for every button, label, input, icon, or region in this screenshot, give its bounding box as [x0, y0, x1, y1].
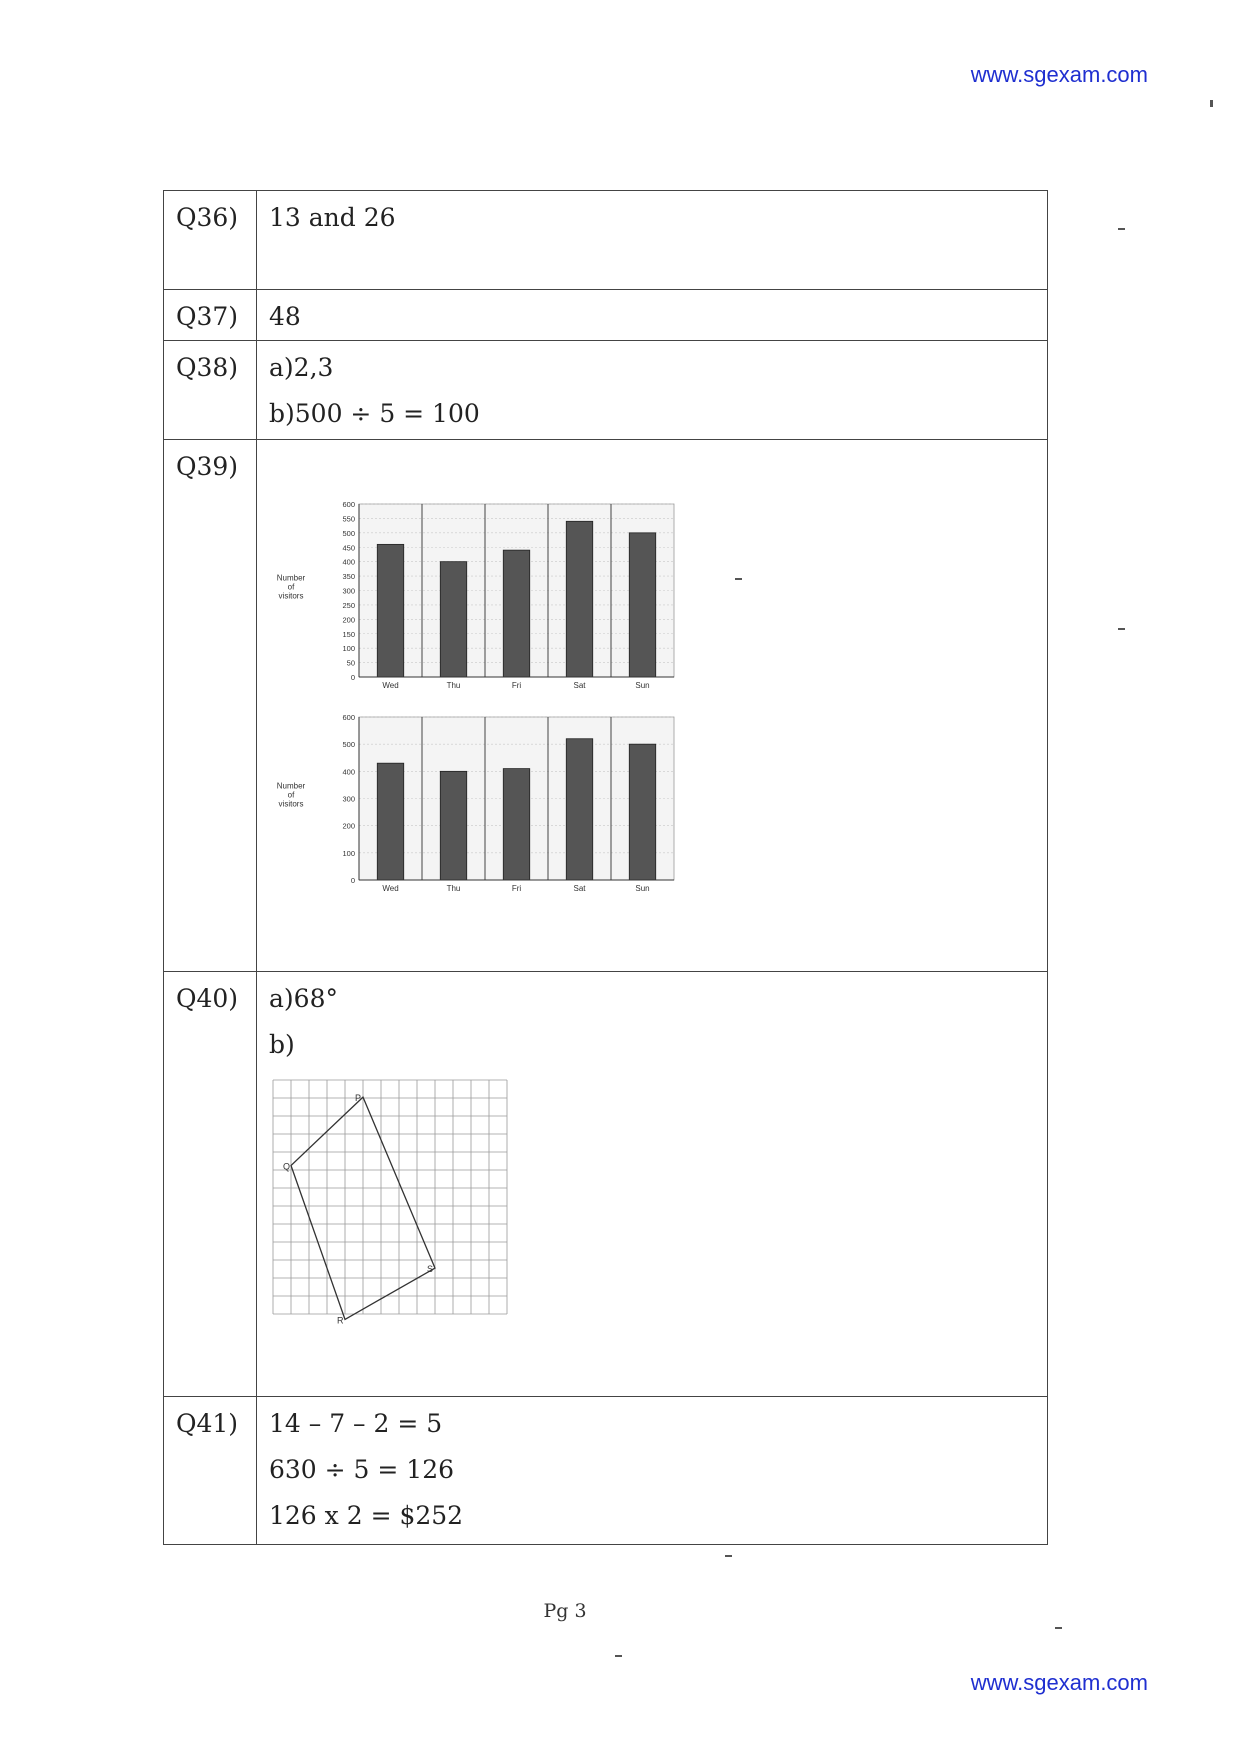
- y-tick-label: 500: [342, 740, 355, 750]
- scan-speck: [1118, 628, 1125, 630]
- y-tick-label: 300: [342, 794, 355, 804]
- y-tick-label: 100: [342, 644, 355, 654]
- y-tick-label: 200: [342, 615, 355, 625]
- y-tick-label: 100: [342, 848, 355, 858]
- page-number: Pg 3: [543, 1600, 587, 1622]
- bar: [440, 562, 466, 677]
- y-tick-label: 450: [342, 543, 355, 553]
- scan-speck: [615, 1655, 622, 1657]
- row-q38: [164, 341, 1048, 440]
- y-tick-label: 300: [342, 586, 355, 596]
- scan-speck: [1118, 228, 1125, 230]
- question-number: Q40): [164, 972, 257, 1397]
- y-tick-label: 400: [342, 767, 355, 777]
- y-axis-label: of: [287, 790, 295, 800]
- x-tick-label: Fri: [511, 884, 522, 893]
- bar: [377, 544, 403, 677]
- question-number: Q38): [164, 341, 257, 440]
- y-tick-label: 550: [342, 514, 355, 524]
- y-tick-label: 600: [342, 713, 355, 722]
- vertex-label: S: [427, 1264, 434, 1275]
- question-number: Q36): [164, 191, 257, 290]
- bar-chart-2: [269, 707, 689, 902]
- x-tick-label: Wed: [382, 884, 399, 893]
- bar: [440, 771, 466, 880]
- y-tick-label: 500: [342, 528, 355, 538]
- row-q39: [164, 440, 1048, 972]
- answer-line: b): [269, 1030, 295, 1059]
- header-url: www.sgexam.com: [970, 62, 1148, 87]
- x-tick-label: Sat: [573, 884, 586, 893]
- row-q36: [164, 191, 1048, 290]
- bar: [377, 763, 403, 880]
- x-tick-label: Thu: [446, 681, 461, 690]
- y-tick-label: 400: [342, 557, 355, 567]
- answer-line: 48: [269, 302, 301, 331]
- x-tick-label: Fri: [511, 681, 522, 690]
- question-number: Q41): [164, 1397, 257, 1545]
- answer-line: a)68°: [269, 984, 338, 1013]
- answer-line: 14 – 7 – 2 = 5: [269, 1409, 443, 1438]
- x-tick-label: Sun: [635, 681, 650, 690]
- y-tick-label: 150: [342, 629, 355, 639]
- answer-cell: [257, 191, 1048, 290]
- y-tick-label: 0: [350, 876, 355, 885]
- bar: [566, 521, 592, 677]
- scan-speck: [1055, 1627, 1062, 1629]
- bar: [566, 739, 592, 880]
- answer-cell: [257, 440, 1048, 972]
- row-q40: [164, 972, 1048, 1397]
- y-axis-label: visitors: [278, 591, 304, 601]
- scan-speck: [1210, 100, 1213, 107]
- x-tick-label: Sun: [635, 884, 650, 893]
- bar-chart-1: [269, 494, 689, 699]
- answer-cell: [257, 290, 1048, 341]
- answer-cell: [257, 341, 1048, 440]
- row-q37: [164, 290, 1048, 341]
- answer-line: 13 and 26: [269, 203, 396, 232]
- scan-speck: [725, 1555, 732, 1557]
- vertex-label: P: [355, 1093, 362, 1104]
- y-tick-label: 50: [346, 658, 355, 668]
- x-tick-label: Wed: [382, 681, 399, 690]
- answer-line: a)2,3: [269, 353, 334, 382]
- y-axis-label: Number: [276, 781, 306, 791]
- y-axis-label: Number: [276, 573, 306, 583]
- y-tick-label: 0: [350, 673, 355, 682]
- bar: [503, 550, 529, 677]
- footer-url: www.sgexam.com: [970, 1670, 1148, 1695]
- y-tick-label: 250: [342, 600, 355, 610]
- y-tick-label: 200: [342, 821, 355, 831]
- row-q41: [164, 1397, 1048, 1545]
- vertex-label: Q: [283, 1161, 291, 1172]
- scan-speck: [735, 578, 742, 580]
- answer-table: [163, 190, 1048, 1545]
- y-tick-label: 600: [342, 500, 355, 509]
- answer-cell: [257, 972, 1048, 1397]
- answer-cell: [257, 1397, 1048, 1545]
- bar: [629, 533, 655, 677]
- question-number: Q39): [164, 440, 257, 972]
- answer-line: b)500 ÷ 5 = 100: [269, 399, 480, 428]
- x-tick-label: Sat: [573, 681, 586, 690]
- answer-line: 126 x 2 = $252: [269, 1501, 464, 1530]
- y-axis-label: of: [287, 582, 295, 592]
- answer-line: 630 ÷ 5 = 126: [269, 1455, 455, 1484]
- square-grid-diagram: [269, 1076, 514, 1326]
- y-axis-label: visitors: [278, 799, 304, 809]
- y-tick-label: 350: [342, 572, 355, 582]
- x-tick-label: Thu: [446, 884, 461, 893]
- bar: [629, 744, 655, 880]
- bar: [503, 769, 529, 880]
- question-number: Q37): [164, 290, 257, 341]
- vertex-label: R: [337, 1315, 344, 1326]
